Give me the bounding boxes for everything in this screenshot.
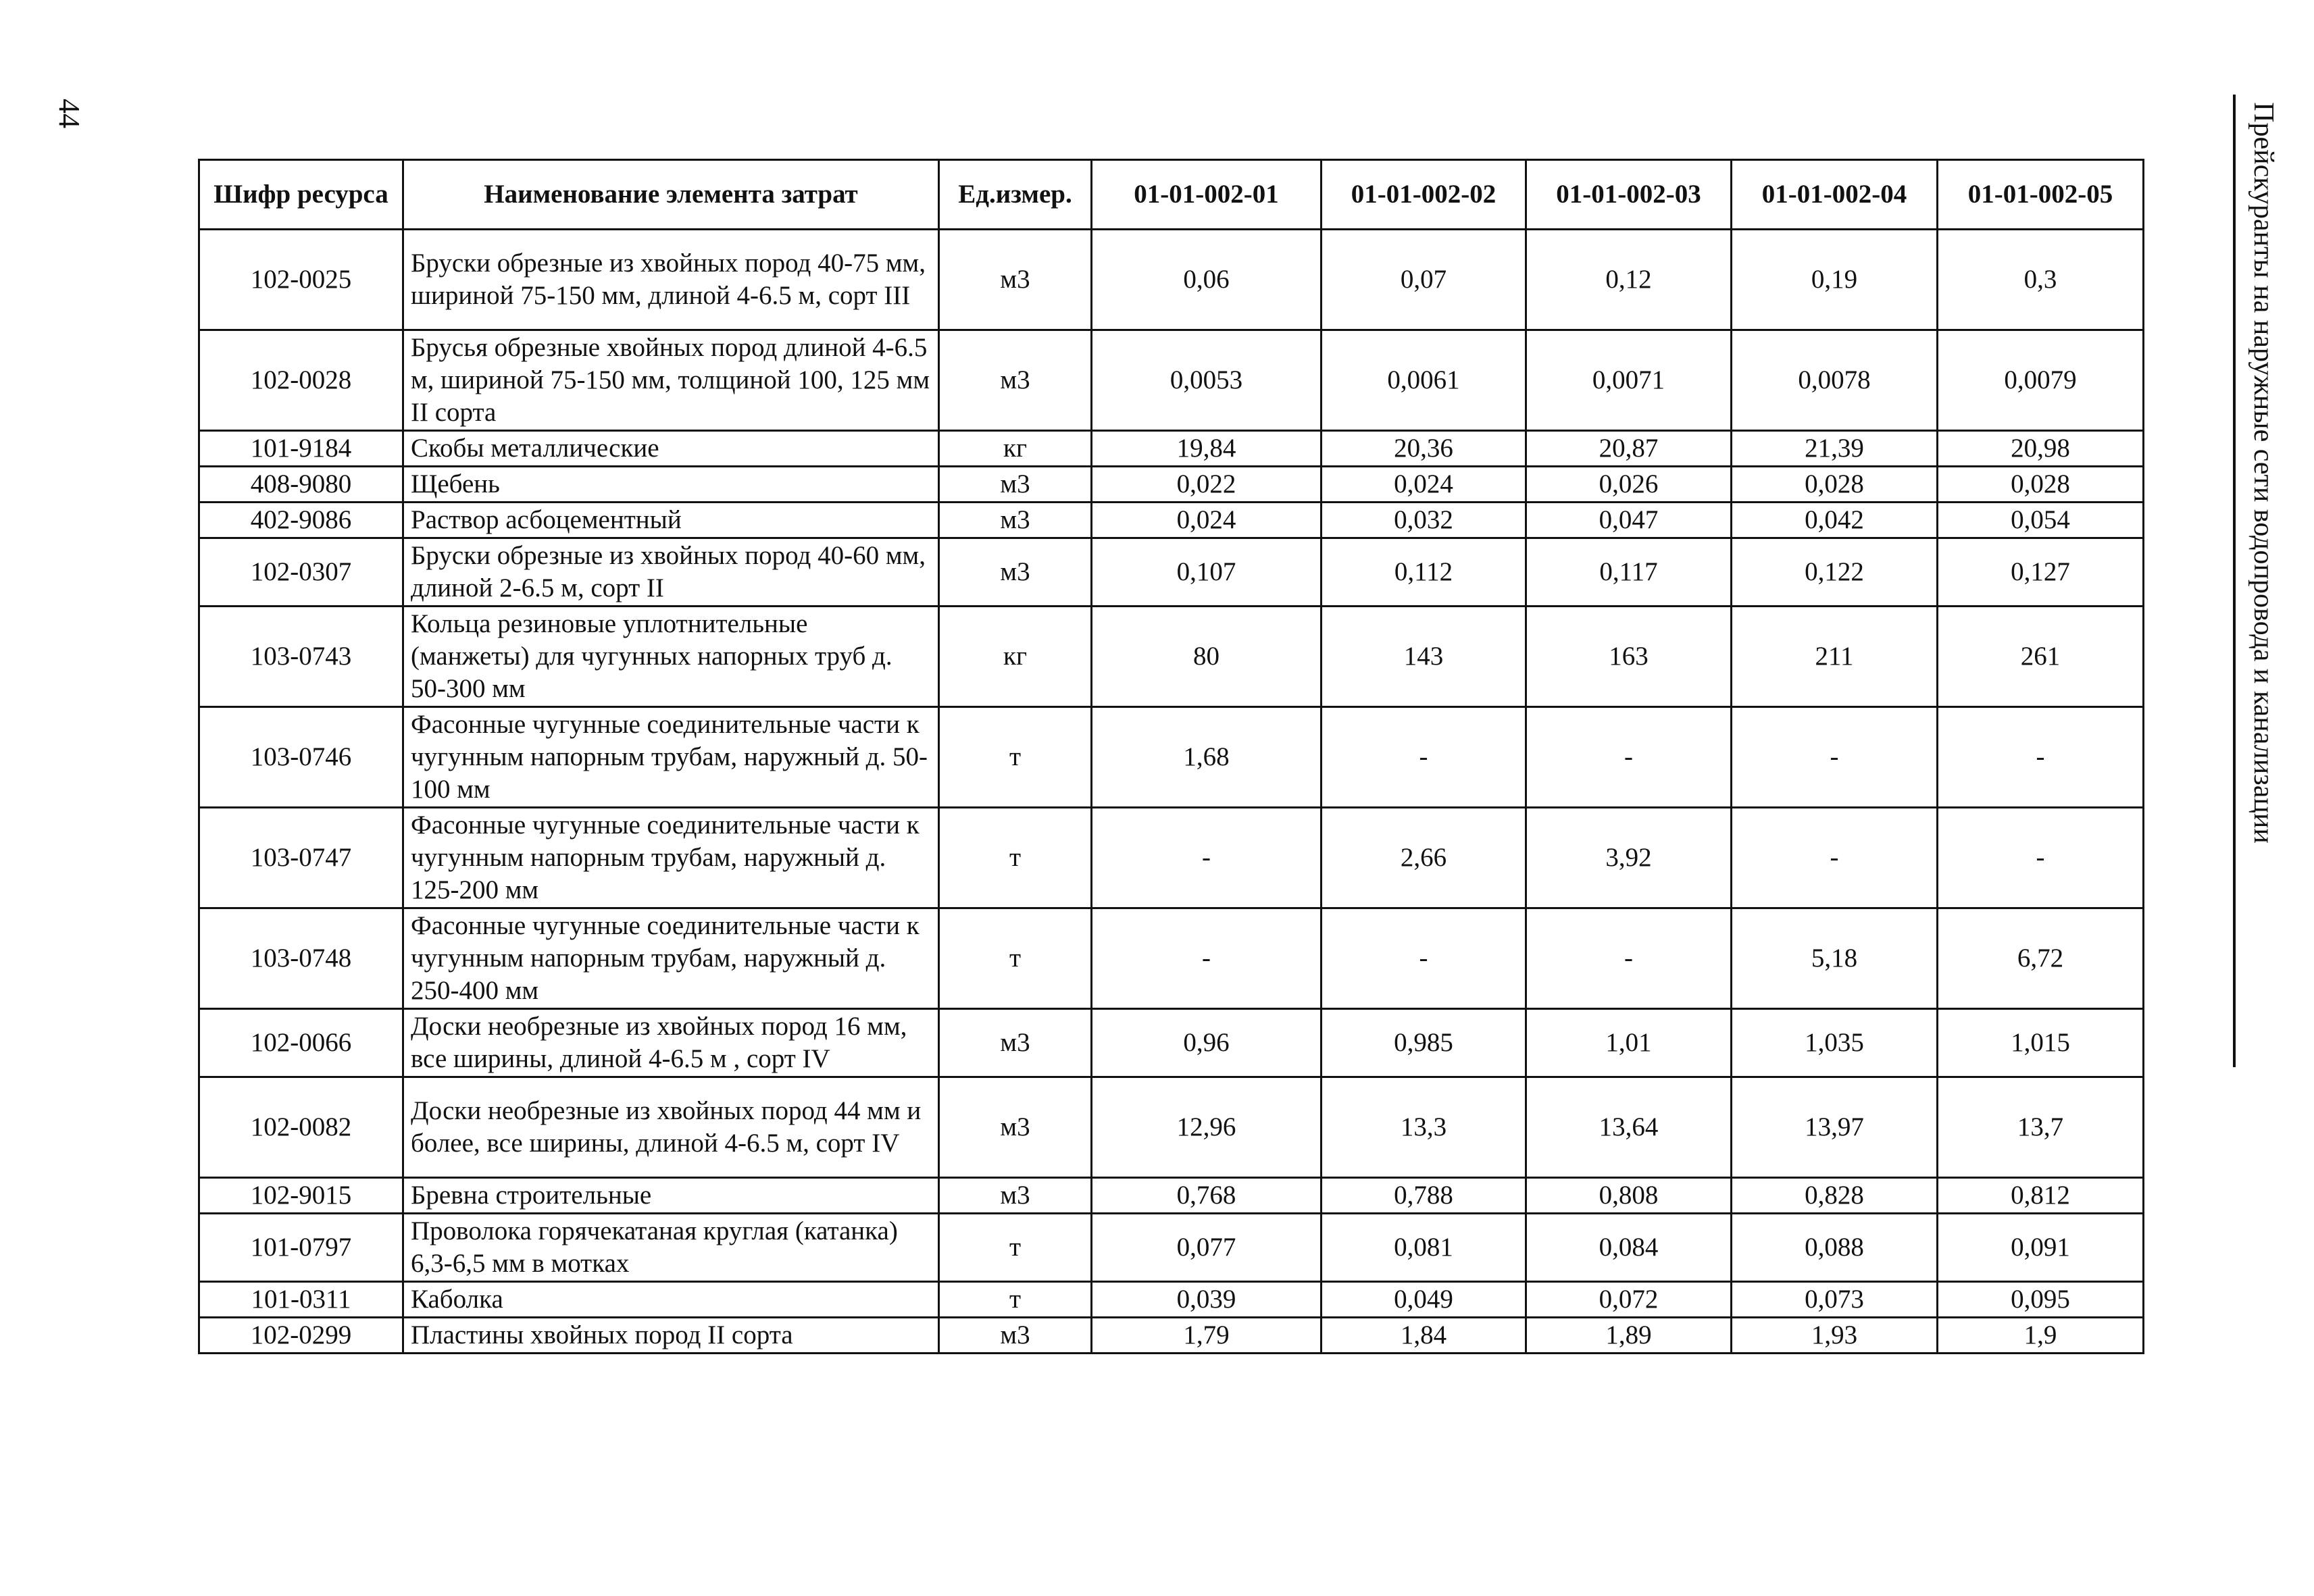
- cell-v5: -: [1938, 707, 2144, 808]
- cell-v1: 1,79: [1092, 1318, 1322, 1354]
- cell-v5: 1,015: [1938, 1009, 2144, 1077]
- table-row: [199, 431, 2144, 467]
- cell-v3: 0,072: [1526, 1282, 1732, 1318]
- cell-unit: м3: [939, 330, 1092, 431]
- cost-table: [198, 159, 2144, 1354]
- cell-v1: -: [1092, 808, 1322, 908]
- cell-v2: 143: [1322, 607, 1526, 707]
- cell-unit: м3: [939, 1009, 1092, 1077]
- cell-v2: 0,07: [1322, 230, 1526, 330]
- cell-unit: м3: [939, 1077, 1092, 1178]
- cell-v5: 0,054: [1938, 503, 2144, 538]
- cell-name: Брусья обрезные хвойных пород длиной 4-6.5 м, шириной 75-150 мм, толщиной 100, 125 мм II сорта: [403, 330, 939, 431]
- table-row: [199, 908, 2144, 1009]
- cell-v3: 3,92: [1526, 808, 1732, 908]
- cell-unit: кг: [939, 607, 1092, 707]
- cell-code: 102-0299: [199, 1318, 403, 1354]
- cell-v1: 0,107: [1092, 538, 1322, 607]
- cell-v2: 0,788: [1322, 1178, 1526, 1214]
- cell-name: Фасонные чугунные соединительные части к чугунным напорным трубам, наружный д. 250-400 мм: [403, 908, 939, 1009]
- cell-code: 103-0748: [199, 908, 403, 1009]
- cell-v2: 0,0061: [1322, 330, 1526, 431]
- cell-unit: м3: [939, 538, 1092, 607]
- cell-v4: 0,0078: [1732, 330, 1938, 431]
- cell-code: 101-0797: [199, 1214, 403, 1282]
- cell-unit: т: [939, 808, 1092, 908]
- cell-v4: 0,088: [1732, 1214, 1938, 1282]
- cell-code: 103-0743: [199, 607, 403, 707]
- cell-v3: 163: [1526, 607, 1732, 707]
- cell-unit: кг: [939, 431, 1092, 467]
- side-rule: [2233, 95, 2236, 1067]
- cell-v4: 1,035: [1732, 1009, 1938, 1077]
- cell-v5: 0,812: [1938, 1178, 2144, 1214]
- cell-name: Скобы металлические: [403, 431, 939, 467]
- cell-name: Каболка: [403, 1282, 939, 1318]
- cell-v5: 0,091: [1938, 1214, 2144, 1282]
- cell-code: 102-0066: [199, 1009, 403, 1077]
- cell-v4: 1,93: [1732, 1318, 1938, 1354]
- cell-code: 102-9015: [199, 1178, 403, 1214]
- side-title: Прейскуранты на наружные сети водопровода и канализации: [2248, 102, 2279, 844]
- cell-v1: 1,68: [1092, 707, 1322, 808]
- cell-v2: -: [1322, 707, 1526, 808]
- cell-unit: м3: [939, 467, 1092, 503]
- cell-unit: т: [939, 908, 1092, 1009]
- cell-v4: -: [1732, 707, 1938, 808]
- cell-v1: 0,024: [1092, 503, 1322, 538]
- cell-v1: 0,039: [1092, 1282, 1322, 1318]
- cell-v2: 0,081: [1322, 1214, 1526, 1282]
- table-header-row: [199, 160, 2144, 230]
- cell-v3: 1,01: [1526, 1009, 1732, 1077]
- cell-v4: 0,073: [1732, 1282, 1938, 1318]
- cell-v5: 0,028: [1938, 467, 2144, 503]
- cell-v5: 6,72: [1938, 908, 2144, 1009]
- cell-v4: 5,18: [1732, 908, 1938, 1009]
- cell-unit: т: [939, 1282, 1092, 1318]
- table-row: [199, 503, 2144, 538]
- cell-v2: -: [1322, 908, 1526, 1009]
- table-row: [199, 1009, 2144, 1077]
- cell-v4: 0,028: [1732, 467, 1938, 503]
- table-row: [199, 808, 2144, 908]
- cell-name: Щебень: [403, 467, 939, 503]
- cell-unit: т: [939, 1214, 1092, 1282]
- cell-code: 102-0025: [199, 230, 403, 330]
- cell-v1: 12,96: [1092, 1077, 1322, 1178]
- table-row: [199, 467, 2144, 503]
- cell-v2: 1,84: [1322, 1318, 1526, 1354]
- cell-name: Проволока горячекатаная круглая (катанка) 6,3-6,5 мм в мотках: [403, 1214, 939, 1282]
- cell-v2: 0,024: [1322, 467, 1526, 503]
- cell-code: 102-0307: [199, 538, 403, 607]
- table-row: [199, 707, 2144, 808]
- cell-unit: м3: [939, 230, 1092, 330]
- header-v1: 01-01-002-01: [1092, 160, 1322, 230]
- cell-v3: -: [1526, 908, 1732, 1009]
- cell-name: Фасонные чугунные соединительные части к чугунным напорным трубам, наружный д. 125-200 мм: [403, 808, 939, 908]
- cell-code: 101-0311: [199, 1282, 403, 1318]
- cell-v1: 0,96: [1092, 1009, 1322, 1077]
- cell-v2: 20,36: [1322, 431, 1526, 467]
- table-row: [199, 330, 2144, 431]
- cell-v3: 0,12: [1526, 230, 1732, 330]
- header-v5: 01-01-002-05: [1938, 160, 2144, 230]
- cell-unit: т: [939, 707, 1092, 808]
- cell-v4: 211: [1732, 607, 1938, 707]
- table-row: [199, 1178, 2144, 1214]
- cell-v5: 0,3: [1938, 230, 2144, 330]
- cell-v4: 0,042: [1732, 503, 1938, 538]
- cell-v2: 0,985: [1322, 1009, 1526, 1077]
- cell-v2: 0,049: [1322, 1282, 1526, 1318]
- table-row: [199, 1318, 2144, 1354]
- cell-v4: 0,19: [1732, 230, 1938, 330]
- cell-v5: 0,0079: [1938, 330, 2144, 431]
- cell-v3: 0,047: [1526, 503, 1732, 538]
- cell-v1: 0,0053: [1092, 330, 1322, 431]
- cell-unit: м3: [939, 1318, 1092, 1354]
- cell-v1: -: [1092, 908, 1322, 1009]
- table-row: [199, 607, 2144, 707]
- side-title-container: [2213, 101, 2314, 844]
- cell-name: Фасонные чугунные соединительные части к чугунным напорным трубам, наружный д. 50-100 мм: [403, 707, 939, 808]
- cell-v1: 0,077: [1092, 1214, 1322, 1282]
- cell-v4: 0,122: [1732, 538, 1938, 607]
- cell-v5: 13,7: [1938, 1077, 2144, 1178]
- table-row: [199, 538, 2144, 607]
- cell-v2: 0,112: [1322, 538, 1526, 607]
- cell-v5: 261: [1938, 607, 2144, 707]
- cell-v3: 0,026: [1526, 467, 1732, 503]
- cell-v1: 80: [1092, 607, 1322, 707]
- table-row: [199, 1214, 2144, 1282]
- cell-v5: -: [1938, 808, 2144, 908]
- header-unit: Ед.измер.: [939, 160, 1092, 230]
- cell-name: Бревна строительные: [403, 1178, 939, 1214]
- cell-v5: 1,9: [1938, 1318, 2144, 1354]
- cell-name: Доски необрезные из хвойных пород 44 мм и более, все ширины, длиной 4-6.5 м, сорт IV: [403, 1077, 939, 1178]
- cell-v5: 0,095: [1938, 1282, 2144, 1318]
- table-row: [199, 230, 2144, 330]
- cell-v4: 13,97: [1732, 1077, 1938, 1178]
- cell-unit: м3: [939, 503, 1092, 538]
- cell-v1: 0,022: [1092, 467, 1322, 503]
- cell-name: Доски необрезные из хвойных пород 16 мм, все ширины, длиной 4-6.5 м , сорт IV: [403, 1009, 939, 1077]
- cell-v1: 19,84: [1092, 431, 1322, 467]
- cell-code: 402-9086: [199, 503, 403, 538]
- cell-name: Кольца резиновые уплотнительные (манжеты) для чугунных напорных труб д. 50-300 мм: [403, 607, 939, 707]
- cell-v4: 21,39: [1732, 431, 1938, 467]
- header-v3: 01-01-002-03: [1526, 160, 1732, 230]
- header-name: Наименование элемента затрат: [403, 160, 939, 230]
- cell-name: Бруски обрезные из хвойных пород 40-60 мм, длиной 2-6.5 м, сорт II: [403, 538, 939, 607]
- cell-v1: 0,768: [1092, 1178, 1322, 1214]
- cell-name: Раствор асбоцементный: [403, 503, 939, 538]
- header-v2: 01-01-002-02: [1322, 160, 1526, 230]
- cell-code: 103-0746: [199, 707, 403, 808]
- cell-v4: -: [1732, 808, 1938, 908]
- cell-v2: 2,66: [1322, 808, 1526, 908]
- cell-code: 408-9080: [199, 467, 403, 503]
- cell-v3: 0,0071: [1526, 330, 1732, 431]
- cell-v5: 20,98: [1938, 431, 2144, 467]
- cell-code: 102-0082: [199, 1077, 403, 1178]
- cell-code: 102-0028: [199, 330, 403, 431]
- cell-code: 101-9184: [199, 431, 403, 467]
- cell-v3: 0,117: [1526, 538, 1732, 607]
- cell-v4: 0,828: [1732, 1178, 1938, 1214]
- table-row: [199, 1282, 2144, 1318]
- cell-v3: 13,64: [1526, 1077, 1732, 1178]
- cell-v2: 13,3: [1322, 1077, 1526, 1178]
- cell-v3: -: [1526, 707, 1732, 808]
- cell-v3: 0,808: [1526, 1178, 1732, 1214]
- cell-v3: 20,87: [1526, 431, 1732, 467]
- cell-unit: м3: [939, 1178, 1092, 1214]
- cell-code: 103-0747: [199, 808, 403, 908]
- cell-v3: 1,89: [1526, 1318, 1732, 1354]
- cell-name: Пластины хвойных пород II сорта: [403, 1318, 939, 1354]
- page-number: 44: [53, 99, 86, 128]
- header-code: Шифр ресурса: [199, 160, 403, 230]
- cell-name: Бруски обрезные из хвойных пород 40-75 мм, шириной 75-150 мм, длиной 4-6.5 м, сорт III: [403, 230, 939, 330]
- cell-v5: 0,127: [1938, 538, 2144, 607]
- table-row: [199, 1077, 2144, 1178]
- cell-v3: 0,084: [1526, 1214, 1732, 1282]
- cell-v1: 0,06: [1092, 230, 1322, 330]
- header-v4: 01-01-002-04: [1732, 160, 1938, 230]
- cell-v2: 0,032: [1322, 503, 1526, 538]
